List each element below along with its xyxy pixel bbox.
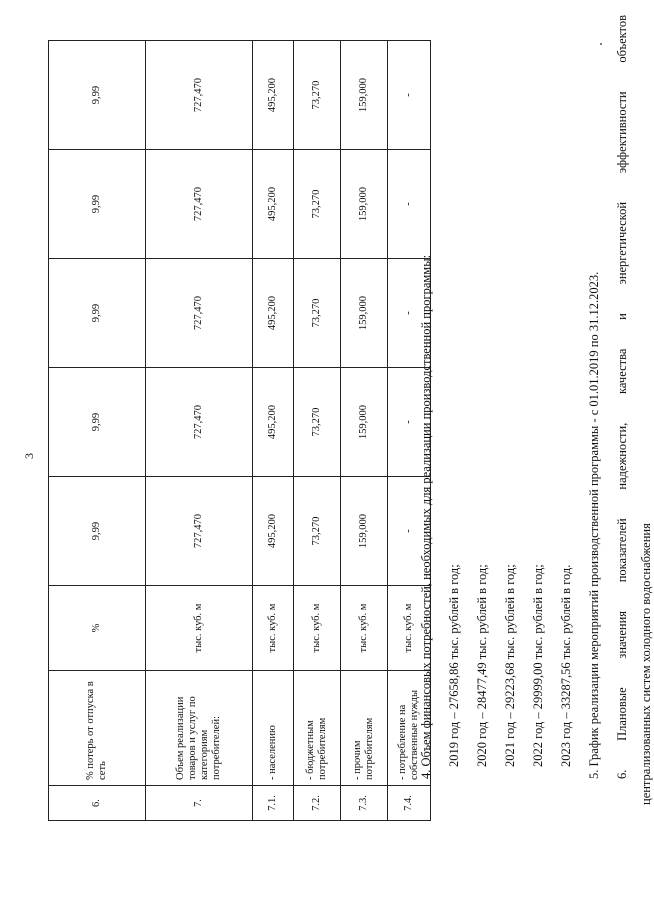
row-value: -	[388, 150, 431, 259]
indicators-table	[48, 40, 431, 821]
row-value: 9,99	[49, 259, 146, 368]
row-name: - потребление на собственные нужды	[388, 671, 431, 786]
year-line: 2020 год – 28477,49 тыс. рублей в год;	[475, 564, 489, 767]
row-number: 7.	[146, 786, 253, 821]
row-name: - бюджетным потребителям	[294, 671, 341, 786]
row-unit: тыс. куб. м	[253, 586, 294, 671]
row-number: 6.	[49, 786, 146, 821]
row-value: 495,200	[253, 41, 294, 150]
section6-line2: централизованных систем холодного водоснабжения	[639, 523, 653, 805]
row-value: 9,99	[49, 368, 146, 477]
row-value: 495,200	[253, 259, 294, 368]
row-unit: тыс. куб. м	[146, 586, 253, 671]
row-unit: тыс. куб. м	[294, 586, 341, 671]
row-name: - прочим потребителям	[341, 671, 388, 786]
row-number: 7.4.	[388, 786, 431, 821]
row-name: Объем реализации товаров и услуг по категориям потребителей:	[146, 671, 253, 786]
row-value: -	[388, 477, 431, 586]
section5-text: 5. График реализации мероприятий производственной программы - с 01.01.2019 по 31.12.2023.	[587, 271, 601, 779]
row-value: -	[388, 259, 431, 368]
row-value: 159,000	[341, 150, 388, 259]
row-unit: тыс. куб. м	[388, 586, 431, 671]
row-value: 73,270	[294, 259, 341, 368]
row-value: 727,470	[146, 477, 253, 586]
row-value: 159,000	[341, 368, 388, 477]
table-row	[49, 41, 146, 821]
table-row	[146, 41, 253, 821]
year-line: 2023 год – 33287,56 тыс. рублей в год.	[559, 564, 573, 767]
row-unit: тыс. куб. м	[341, 586, 388, 671]
table-row	[294, 41, 341, 821]
row-value: 727,470	[146, 259, 253, 368]
row-unit: %	[49, 586, 146, 671]
row-value: 73,270	[294, 41, 341, 150]
section4-heading: 4. Объем финансовых потребностей, необходимых для реализации производственной программы:	[419, 254, 433, 779]
row-value: 73,270	[294, 368, 341, 477]
table-row	[341, 41, 388, 821]
row-number: 7.2.	[294, 786, 341, 821]
row-value: 73,270	[294, 477, 341, 586]
section6-line1: 6. Плановые значения показателей надежности, качества и энергетической эффективности объектов	[615, 15, 629, 779]
row-value: 495,200	[253, 150, 294, 259]
row-number: 7.3.	[341, 786, 388, 821]
row-value: -	[388, 368, 431, 477]
row-value: 495,200	[253, 477, 294, 586]
row-value: 9,99	[49, 41, 146, 150]
row-value: 9,99	[49, 150, 146, 259]
year-line: 2021 год – 29223,68 тыс. рублей в год;	[503, 564, 517, 767]
row-value: 727,470	[146, 368, 253, 477]
page-number: 3	[22, 453, 36, 459]
row-value: 495,200	[253, 368, 294, 477]
body-text	[412, 15, 654, 805]
row-value: 159,000	[341, 259, 388, 368]
row-value: 9,99	[49, 477, 146, 586]
row-value: 727,470	[146, 150, 253, 259]
row-name: % потерь от отпуска в сеть	[49, 671, 146, 786]
row-value: 159,000	[341, 41, 388, 150]
row-value: 727,470	[146, 41, 253, 150]
year-line: 2022 год – 29999,00 тыс. рублей в год;	[531, 564, 545, 767]
year-line: 2019 год – 27658,86 тыс. рублей в год;	[447, 564, 461, 767]
scan-speck	[600, 43, 602, 45]
row-name: - населению	[253, 671, 294, 786]
row-value: 73,270	[294, 150, 341, 259]
row-value: -	[388, 41, 431, 150]
row-number: 7.1.	[253, 786, 294, 821]
table-row	[253, 41, 294, 821]
row-value: 159,000	[341, 477, 388, 586]
